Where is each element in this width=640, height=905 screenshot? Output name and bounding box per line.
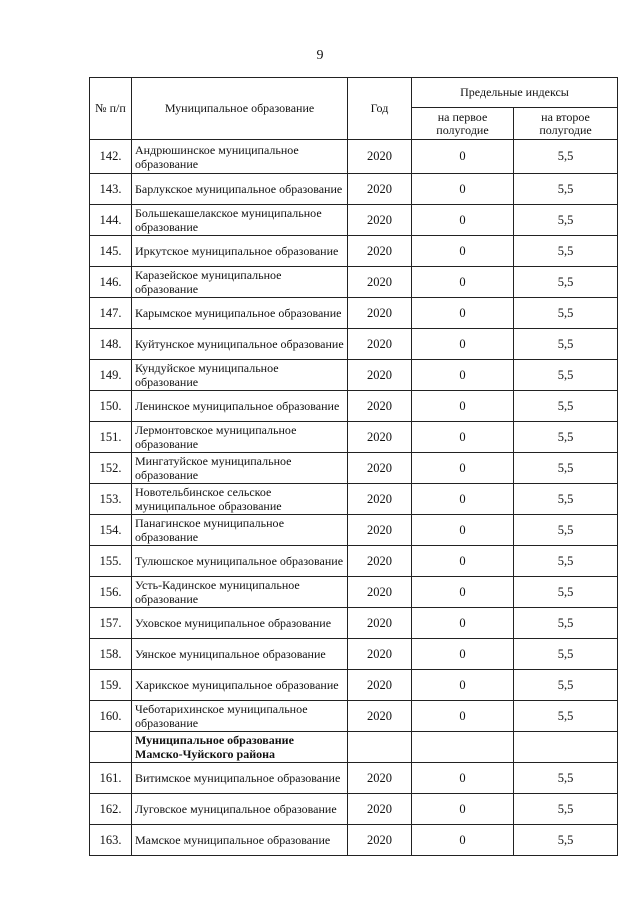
row-year: 2020 [348,577,412,608]
second-half-value: 5,5 [514,763,618,794]
municipality-name: Уховское муниципальное образование [132,608,348,639]
second-half-value: 5,5 [514,825,618,856]
first-half-value: 0 [412,608,514,639]
first-half-value: 0 [412,515,514,546]
table-row [90,298,618,329]
row-year: 2020 [348,267,412,298]
municipality-name: Луговское муниципальное образование [132,794,348,825]
row-number: 152. [90,453,132,484]
municipality-name: Кундуйское муниципальное образование [132,360,348,391]
municipality-name: Муниципальное образование Мамско-Чуйского района [132,732,348,763]
first-half-value: 0 [412,391,514,422]
municipality-name: Большекашелакское муниципальное образование [132,205,348,236]
municipality-name: Куйтунское муниципальное образование [132,329,348,360]
header-second-half: на второе полугодие [514,108,618,140]
row-year: 2020 [348,329,412,360]
table-row [90,639,618,670]
row-number: 149. [90,360,132,391]
first-half-value: 0 [412,140,514,174]
table-row [90,608,618,639]
row-number: 146. [90,267,132,298]
row-number: 145. [90,236,132,267]
header-first-half: на первое полугодие [412,108,514,140]
first-half-value: 0 [412,763,514,794]
second-half-value: 5,5 [514,670,618,701]
table-row [90,577,618,608]
second-half-value: 5,5 [514,608,618,639]
municipality-name: Чеботарихинское муниципальное образование [132,701,348,732]
municipality-name: Карымское муниципальное образование [132,298,348,329]
table-row [90,794,618,825]
second-half-value: 5,5 [514,236,618,267]
municipality-name: Мингатуйское муниципальное образование [132,453,348,484]
municipality-name: Тулюшское муниципальное образование [132,546,348,577]
row-year: 2020 [348,794,412,825]
row-number: 156. [90,577,132,608]
municipality-name: Уянское муниципальное образование [132,639,348,670]
first-half-value: 0 [412,174,514,205]
second-half-value: 5,5 [514,174,618,205]
municipality-name: Лермонтовское муниципальное образование [132,422,348,453]
municipality-name: Каразейское муниципальное образование [132,267,348,298]
row-number: 148. [90,329,132,360]
table-row [90,174,618,205]
row-year: 2020 [348,140,412,174]
table-body [90,140,618,856]
table-row [90,422,618,453]
header-municipality: Муниципальное образование [132,78,348,140]
table-row [90,825,618,856]
second-half-value: 5,5 [514,267,618,298]
row-number: 159. [90,670,132,701]
first-half-value: 0 [412,794,514,825]
row-number: 154. [90,515,132,546]
first-half-value: 0 [412,701,514,732]
municipality-name: Панагинское муниципальное образование [132,515,348,546]
first-half-value: 0 [412,639,514,670]
row-year: 2020 [348,763,412,794]
row-year: 2020 [348,670,412,701]
first-half-value: 0 [412,298,514,329]
second-half-value: 5,5 [514,298,618,329]
table-row [90,763,618,794]
table-row [90,267,618,298]
row-number: 150. [90,391,132,422]
second-half-value: 5,5 [514,140,618,174]
row-year [348,732,412,763]
row-number: 143. [90,174,132,205]
row-year: 2020 [348,205,412,236]
row-year: 2020 [348,639,412,670]
row-number: 160. [90,701,132,732]
first-half-value: 0 [412,577,514,608]
second-half-value: 5,5 [514,453,618,484]
header-year: Год [348,78,412,140]
row-number: 158. [90,639,132,670]
first-half-value: 0 [412,825,514,856]
row-year: 2020 [348,546,412,577]
municipality-name: Барлукское муниципальное образование [132,174,348,205]
table-row [90,391,618,422]
municipality-name: Иркутское муниципальное образование [132,236,348,267]
row-number [90,732,132,763]
row-year: 2020 [348,236,412,267]
header-limit-indices: Предельные индексы [412,78,618,108]
table-row [90,236,618,267]
first-half-value: 0 [412,670,514,701]
second-half-value: 5,5 [514,794,618,825]
row-year: 2020 [348,298,412,329]
first-half-value: 0 [412,329,514,360]
row-number: 153. [90,484,132,515]
table-group-row [90,732,618,763]
row-year: 2020 [348,422,412,453]
second-half-value: 5,5 [514,701,618,732]
table-row [90,140,618,174]
first-half-value: 0 [412,546,514,577]
second-half-value: 5,5 [514,391,618,422]
row-number: 163. [90,825,132,856]
first-half-value: 0 [412,236,514,267]
row-number: 161. [90,763,132,794]
row-year: 2020 [348,701,412,732]
second-half-value [514,732,618,763]
header-number: № п/п [90,78,132,140]
municipality-name: Ленинское муниципальное образование [132,391,348,422]
municipality-name: Новотельбинское сельское муниципальное образование [132,484,348,515]
row-number: 144. [90,205,132,236]
row-year: 2020 [348,825,412,856]
table-row [90,546,618,577]
table-row [90,205,618,236]
first-half-value: 0 [412,453,514,484]
row-number: 142. [90,140,132,174]
municipality-name: Витимское муниципальное образование [132,763,348,794]
row-year: 2020 [348,453,412,484]
row-number: 157. [90,608,132,639]
municipality-name: Усть-Кадинское муниципальное образование [132,577,348,608]
table-row [90,670,618,701]
row-number: 147. [90,298,132,329]
second-half-value: 5,5 [514,546,618,577]
page-number: 9 [316,48,324,63]
row-year: 2020 [348,391,412,422]
table-row [90,453,618,484]
row-number: 162. [90,794,132,825]
first-half-value: 0 [412,422,514,453]
second-half-value: 5,5 [514,639,618,670]
row-number: 155. [90,546,132,577]
second-half-value: 5,5 [514,577,618,608]
table-row [90,515,618,546]
row-year: 2020 [348,174,412,205]
limit-indices-table [89,77,618,856]
table-row [90,701,618,732]
second-half-value: 5,5 [514,515,618,546]
first-half-value: 0 [412,484,514,515]
row-year: 2020 [348,360,412,391]
table-row [90,360,618,391]
second-half-value: 5,5 [514,484,618,515]
second-half-value: 5,5 [514,329,618,360]
row-year: 2020 [348,515,412,546]
municipality-name: Мамское муниципальное образование [132,825,348,856]
row-year: 2020 [348,484,412,515]
municipality-name: Андрюшинское муниципальное образование [132,140,348,174]
second-half-value: 5,5 [514,422,618,453]
first-half-value: 0 [412,360,514,391]
first-half-value: 0 [412,205,514,236]
first-half-value: 0 [412,267,514,298]
table-row [90,329,618,360]
row-number: 151. [90,422,132,453]
row-year: 2020 [348,608,412,639]
first-half-value [412,732,514,763]
table-row [90,484,618,515]
municipality-name: Харикское муниципальное образование [132,670,348,701]
second-half-value: 5,5 [514,205,618,236]
second-half-value: 5,5 [514,360,618,391]
